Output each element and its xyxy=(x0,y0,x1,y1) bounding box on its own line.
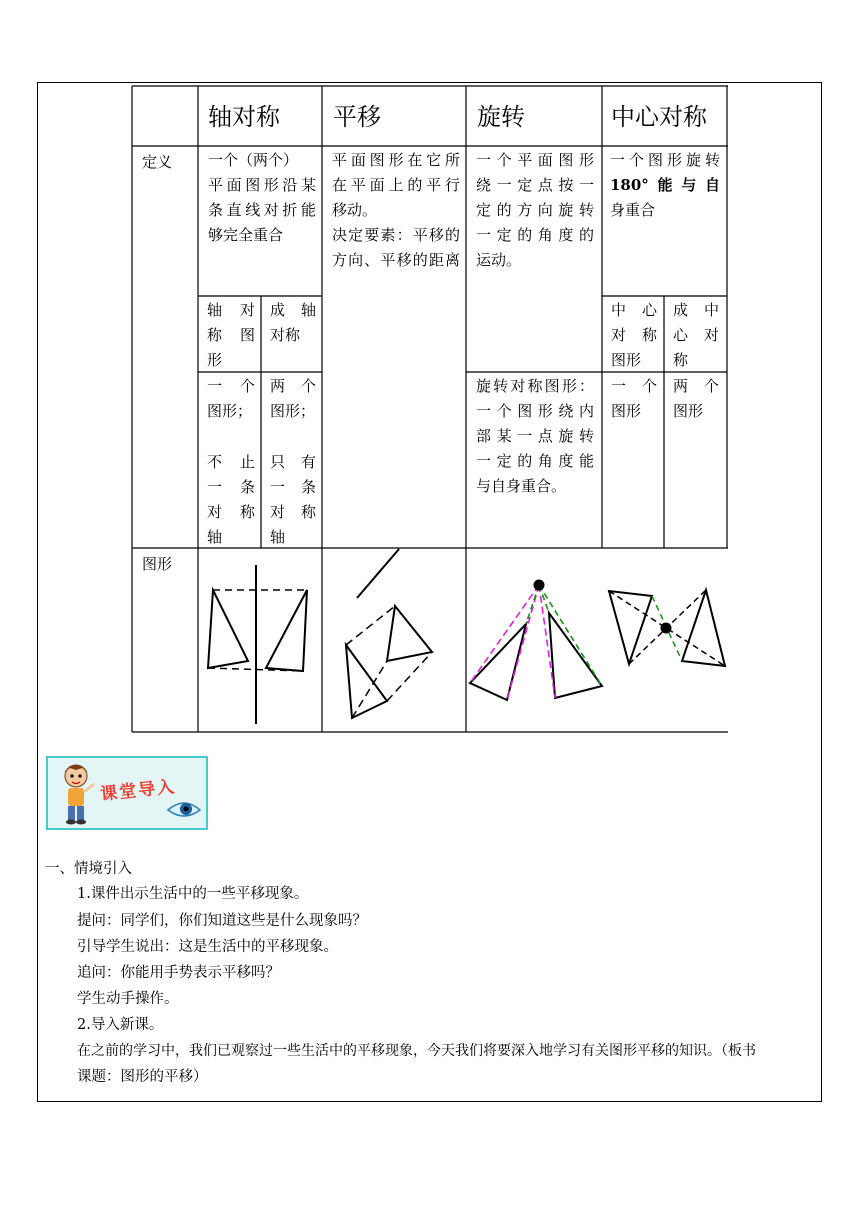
translation-figure xyxy=(346,549,432,718)
cell-axis-only-one: 只有 一条 对称 轴 xyxy=(270,453,316,546)
header-axis-symmetry: 轴对称 xyxy=(208,103,280,131)
definition-central-symmetry: 一个图形旋转 180°能与自 身重合 xyxy=(610,151,720,219)
header-rotation: 旋转 xyxy=(477,103,525,131)
cell-center-symmetric-pair: 成中 心对 称 xyxy=(673,301,719,369)
central-symmetry-figure xyxy=(609,590,725,666)
row-label-figure: 图形 xyxy=(142,555,173,573)
body-line: 课题：图形的平移） xyxy=(77,1069,208,1085)
cell-axis-one-figure: 一个 图形； xyxy=(207,377,255,420)
body-line: 学生动手操作。 xyxy=(77,991,179,1007)
cell-center-symmetric-figure: 中心 对称 图形 xyxy=(611,301,657,369)
cell-center-two-figures: 两个 图形 xyxy=(673,377,719,420)
body-line: 追问：你能用手势表示平移吗？ xyxy=(77,965,280,981)
body-line: 2.导入新课。 xyxy=(77,1017,164,1033)
definition-axis-symmetry: 一个（两个） 平面图形沿某 条直线对折能 够完全重合 xyxy=(208,151,316,244)
cell-axis-symmetric-figure: 轴对 称图 形 xyxy=(207,301,255,369)
body-line: 1.课件出示生活中的一些平移现象。 xyxy=(77,886,309,902)
header-central-symmetry: 中心对称 xyxy=(611,103,707,131)
banner-title: 课堂导入 xyxy=(99,777,178,805)
header-translation: 平移 xyxy=(333,103,381,131)
cell-rotation-symmetric-figure: 旋转对称图形： 一个图形绕内 部某一点旋转 一定的角度能 与自身重合。 xyxy=(476,377,594,495)
eye-decoration-icon xyxy=(166,794,206,824)
classroom-intro-banner xyxy=(46,756,208,830)
cell-axis-more-than-one: 不止 一条 对称 轴 xyxy=(207,453,255,546)
body-line: 在之前的学习中，我们已观察过一些生活中的平移现象，今天我们将要深入地学习有关图形平移的知识。（板书 xyxy=(77,1043,756,1059)
section-heading: 一、情境引入 xyxy=(45,861,132,877)
cartoon-student-icon xyxy=(52,758,100,828)
cell-center-one-figure: 一个 图形 xyxy=(611,377,657,420)
cell-axis-two-figures: 两个 图形； xyxy=(270,377,316,420)
body-line: 提问：同学们，你们知道这些是什么现象吗？ xyxy=(77,913,367,929)
row-label-definition: 定义 xyxy=(142,153,173,171)
body-line: 引导学生说出：这是生活中的平移现象。 xyxy=(77,939,338,955)
definition-rotation: 一个平面图形 绕一定点按一 定的方向旋转 一定的角度的 运动。 xyxy=(476,151,594,269)
definition-translation: 平面图形在它所 在平面上的平行 移动。 决定要素：平移的 方向、平移的距离 xyxy=(332,151,460,269)
cell-axis-symmetric-pair: 成轴 对称 xyxy=(270,301,316,344)
axis-symmetry-figure xyxy=(208,565,307,724)
rotation-figure xyxy=(470,580,602,701)
